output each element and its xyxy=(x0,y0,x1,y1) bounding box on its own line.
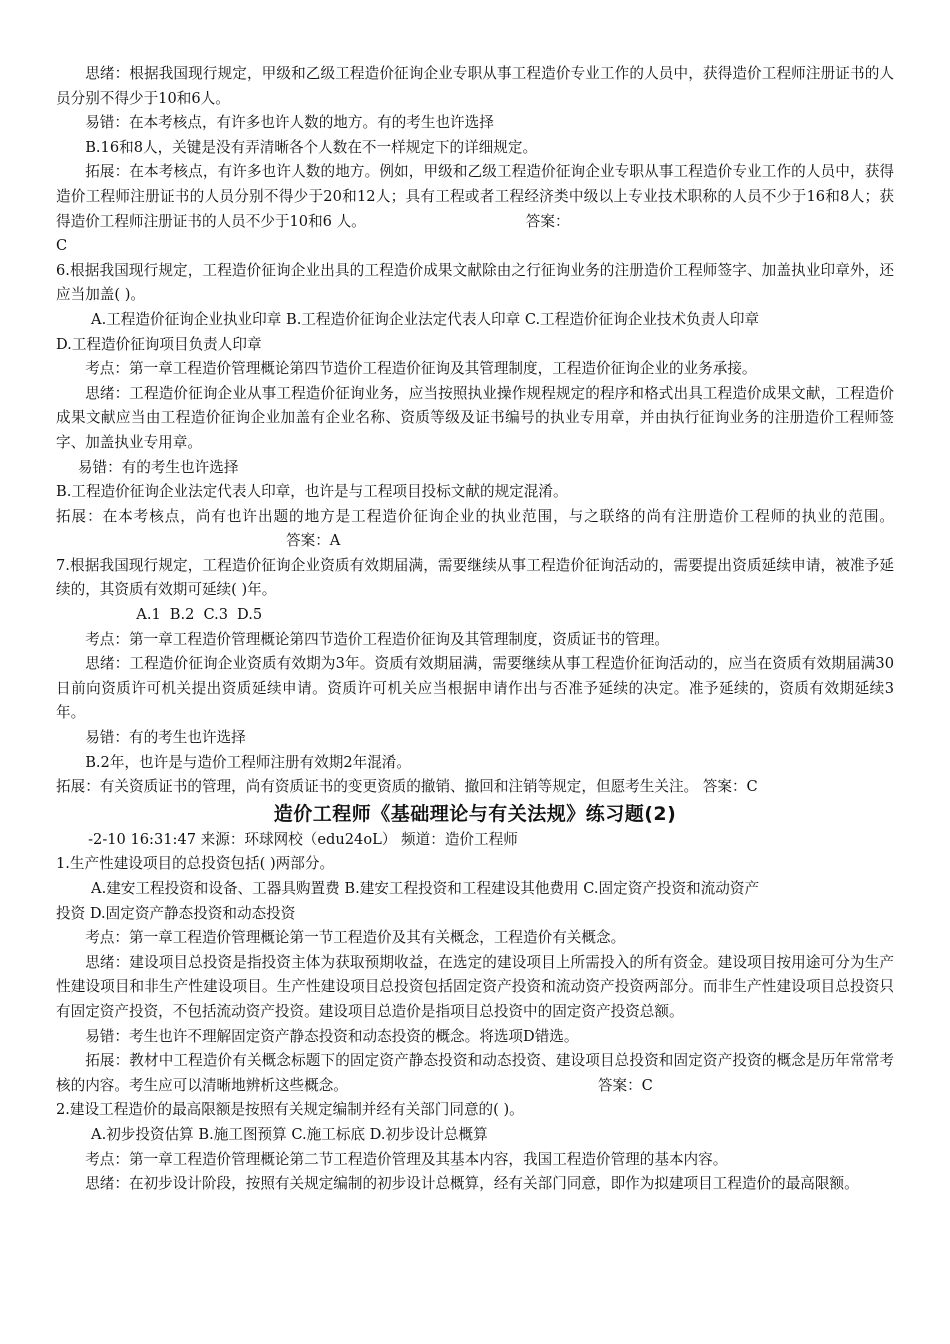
extension-paragraph xyxy=(56,160,894,234)
error-detail: B.16和8人，关键是没有弄清晰各个人数在不一样规定下的详细规定。 xyxy=(85,138,538,156)
s2-question-1-tuozhan xyxy=(56,1049,894,1098)
question-6-options-cont: D.工程造价征询项目负责人印章 xyxy=(56,335,262,353)
s2-question-1-answer: 答案：C xyxy=(597,1076,653,1094)
answer-label: 答案： xyxy=(525,212,570,230)
s2-question-2-sixu: 思绪：在初步设计阶段，按照有关规定编制的初步设计总概算，经有关部门同意，即作为拟建项目工程造价的最高限额。 xyxy=(85,1175,859,1193)
section-title: 造价工程师《基础理论与有关法规》练习题(2) xyxy=(273,802,677,825)
question-7-options: A.1 B.2 C.3 D.5 xyxy=(136,606,263,624)
question-6-sixu: 思绪：工程造价征询企业从事工程造价征询业务，应当按照执业操作规程规定的程序和格式出具工程造价成果文献，工程造价成果文献应当由工程造价征询企业加盖有企业名称、资质等级及证书编号的执业专用章，并由执行征询业务的注册造价工程师签字、加盖执业专用章。 xyxy=(56,384,894,451)
question-7-yicuo: 易错：有的考生也许选择 xyxy=(85,729,246,747)
question-6-tuozhan-text: 拓展：在本考核点，尚有也许出题的地方是工程造价征询企业的执业范围，与之联络的尚有注册造价工程师的执业的范围。 xyxy=(56,507,894,525)
s2-question-1-options: A.建安工程投资和设备、工器具购置费 B.建安工程投资和工程建设其他费用 C.固定资产投资和流动资产 xyxy=(91,880,760,897)
question-7-kaodian: 考点：第一章工程造价管理概论第四节造价工程造价征询及其管理制度，资质证书的管理。 xyxy=(85,630,669,648)
s2-question-2-options: A.初步投资估算 B.施工图预算 C.施工标底 D.初步设计总概算 xyxy=(91,1125,488,1143)
section-meta: -2-10 16:31:47 来源：环球网校（edu24oL） 频道：造价工程师 xyxy=(88,830,518,848)
s2-question-2-kaodian: 考点：第一章工程造价管理概论第二节工程造价管理及其基本内容，我国工程造价管理的基本内容。 xyxy=(85,1150,728,1168)
question-6-tuozhan xyxy=(56,505,894,554)
extension-text: 拓展：在本考核点，有许多也许人数的地方。例如，甲级和乙级工程造价征询企业专职从事工程造价专业工作的人员中，获得造价工程师注册证书的人员分别不得少于20和12人；具有工程或者工程经济类中级以上专业技术职称的人员不少于16和8人；获得造价工程师注册证书的人员不少于10和6 人。 xyxy=(56,163,894,230)
reasoning-paragraph: 思绪：根据我国现行规定，甲级和乙级工程造价征询企业专职从事工程造价专业工作的人员中，获得造价工程师注册证书的人员分别不得少于10和6人。 xyxy=(56,65,894,107)
question-6-stem: 6.根据我国现行规定，工程造价征询企业出具的工程造价成果文献除由之行征询业务的注册造价工程师签字、加盖执业印章外，还应当加盖( )。 xyxy=(56,261,894,304)
question-7-sixu: 思绪：工程造价征询企业资质有效期为3年。资质有效期届满，需要继续从事工程造价征询活动的，应当在资质有效期届满30日前向资质许可机关提出资质延续申请。资质许可机关应当根据申请作出与否准予延续的决定。准予延续的，资质有效期延续3年。 xyxy=(56,655,894,722)
s2-question-1-sixu: 思绪：建设项目总投资是指投资主体为获取预期收益，在选定的建设项目上所需投入的所有资金。建设项目按用途可分为生产性建设项目和非生产性建设项目。生产性建设项目总投资包括固定资产投资和流动资产投资两部分。而非生产性建设项目总投资只有固定资产投资，不包括流动资产投资。建设项目总造价是指项目总投资中的固定资产投资总额。 xyxy=(56,953,894,1020)
question-7-stem: 7.根据我国现行规定，工程造价征询企业资质有效期届满，需要继续从事工程造价征询活动的，需要提出资质延续申请，被准予延续的，其资质有效期可延续( )年。 xyxy=(56,556,894,599)
s2-question-1-stem: 1.生产性建设项目的总投资包括( )两部分。 xyxy=(56,855,335,873)
s2-question-1-yicuo: 易错：考生也许不理解固定资产静态投资和动态投资的概念。将选项D错选。 xyxy=(85,1027,579,1045)
question-6-yicuo: 易错：有的考生也许选择 xyxy=(77,458,239,476)
question-6-answer: 答案：A xyxy=(286,532,341,550)
question-7-tuozhan: 拓展：有关资质证书的管理，尚有资质证书的变更资质的撤销、撤回和注销等规定，但愿考生关注。 答案：C xyxy=(56,778,758,796)
s2-question-1-kaodian: 考点：第一章工程造价管理概论第一节工程造价及其有关概念，工程造价有关概念。 xyxy=(85,929,626,947)
answer-value: C xyxy=(56,237,68,255)
s2-question-1-options-cont: 投资 D.固定资产静态投资和动态投资 xyxy=(56,904,296,922)
s2-question-1-tuozhan-text: 拓展：教材中工程造价有关概念标题下的固定资产静态投资和动态投资、建设项目总投资和固定资产投资的概念是历年常常考核的内容。考生应可以清晰地辨析这些概念。 xyxy=(56,1052,894,1094)
question-6-options: A.工程造价征询企业执业印章 B.工程造价征询企业法定代表人印章 C.工程造价征询企业技术负责人印章 xyxy=(91,310,760,328)
error-paragraph: 易错：在本考核点，有许多也许人数的地方。有的考生也许选择 xyxy=(85,114,494,132)
question-6-kaodian: 考点：第一章工程造价管理概论第四节造价工程造价征询及其管理制度，工程造价征询企业的业务承接。 xyxy=(85,360,757,378)
s2-question-2-stem: 2.建设工程造价的最高限额是按照有关规定编制并经有关部门同意的( )。 xyxy=(56,1101,524,1119)
question-6-yicuo-detail: B.工程造价征询企业法定代表人印章，也许是与工程项目投标文献的规定混淆。 xyxy=(56,483,568,501)
question-7-yicuo-detail: B.2年，也许是与造价工程师注册有效期2年混淆。 xyxy=(85,753,411,771)
